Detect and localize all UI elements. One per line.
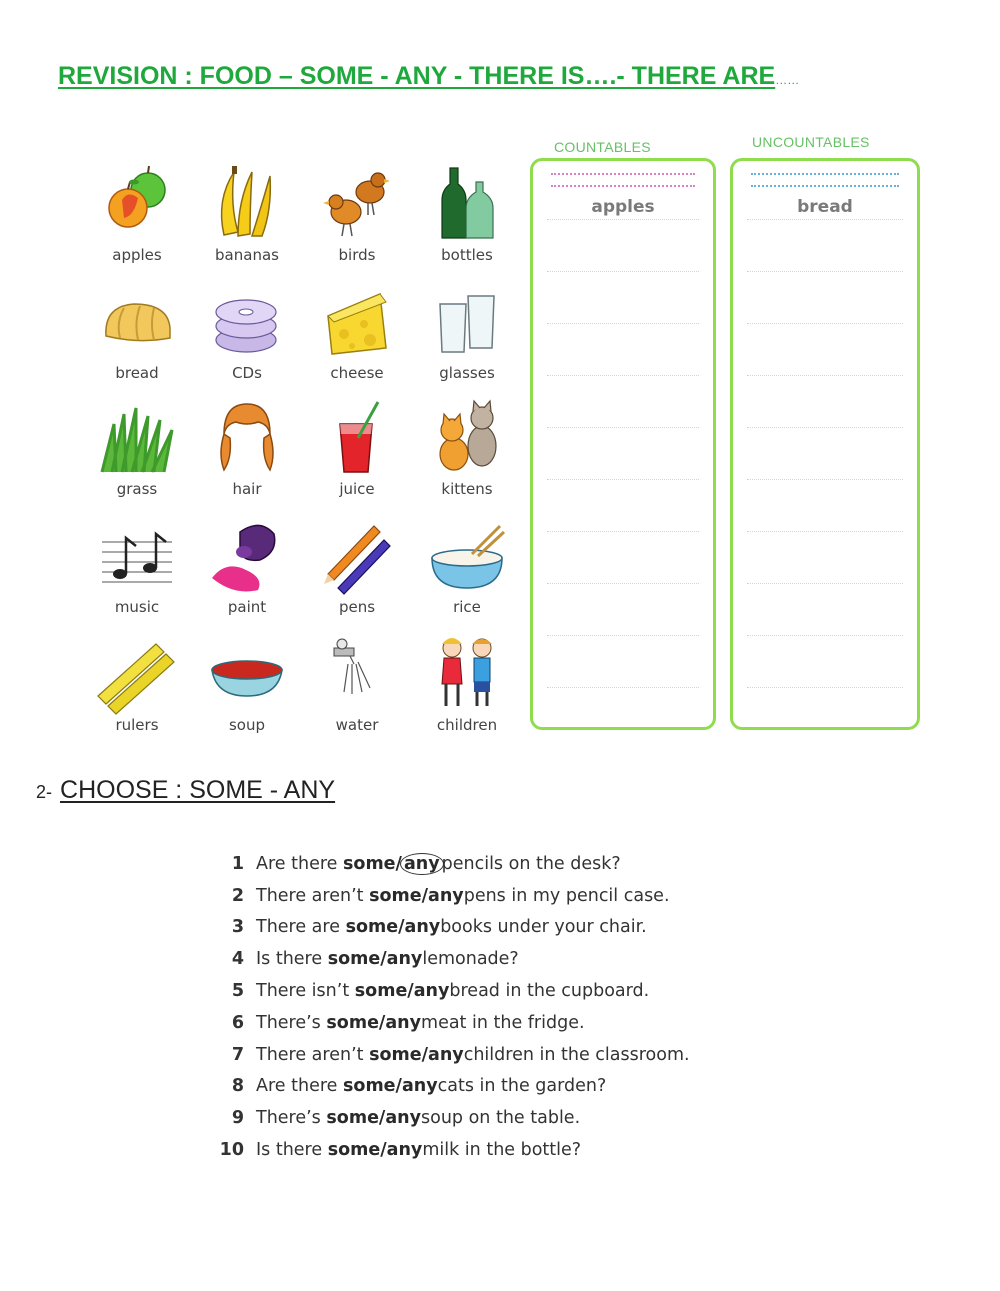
item-label: rice	[453, 598, 481, 616]
writing-line	[747, 687, 903, 688]
writing-line	[747, 635, 903, 636]
writing-line	[547, 375, 699, 376]
choice-any[interactable]: any	[386, 1140, 423, 1161]
item-label: rulers	[115, 716, 159, 734]
bananas-icon	[204, 160, 290, 246]
birds-icon	[314, 160, 400, 246]
exercise-number: 6	[231, 1012, 244, 1033]
exercise-number: 4	[231, 949, 244, 970]
exercise-text-after: pens in my pencil case.	[463, 885, 670, 906]
choice-some[interactable]: some/	[327, 1140, 387, 1161]
item-apples	[82, 160, 192, 276]
section-number: 2-	[36, 782, 53, 802]
writing-line	[547, 531, 699, 532]
kittens-icon	[424, 394, 510, 480]
writing-line	[747, 323, 903, 324]
writing-line	[547, 583, 699, 584]
item-label: soup	[228, 716, 266, 734]
exercise-text-after: milk in the bottle?	[422, 1140, 582, 1161]
countables-example: apples	[591, 197, 655, 217]
exercise-number: 5	[231, 981, 244, 1002]
cds-icon	[204, 278, 290, 364]
exercise-text-before: There aren’t	[256, 885, 364, 906]
choice-any[interactable]: any	[386, 949, 423, 970]
item-glasses	[412, 278, 522, 394]
exercise-item	[210, 1071, 910, 1103]
item-bananas	[192, 160, 302, 276]
writing-line	[547, 479, 699, 480]
writing-line	[547, 271, 699, 272]
item-label: bottles	[441, 246, 493, 264]
children-icon	[424, 630, 510, 716]
section-2-heading	[36, 776, 335, 805]
item-grass	[82, 394, 192, 510]
exercise-text-before: There aren’t	[256, 1044, 364, 1065]
soup-icon	[204, 630, 290, 716]
apples-icon	[94, 160, 180, 246]
exercise-item	[210, 1102, 910, 1134]
choice-some[interactable]: some/	[369, 1044, 429, 1065]
bread-icon	[94, 278, 180, 364]
worksheet-title	[58, 62, 799, 91]
rice-icon	[424, 512, 510, 598]
item-juice	[302, 394, 412, 510]
item-birds	[302, 160, 412, 276]
choice-any[interactable]: any	[428, 885, 464, 906]
countables-header: COUNTABLES	[554, 139, 651, 155]
item-label: apples	[112, 246, 162, 264]
exercise-number: 3	[231, 917, 244, 938]
item-bottles	[412, 160, 522, 276]
item-paint	[192, 512, 302, 628]
writing-line	[547, 323, 699, 324]
uncountables-example: bread	[797, 197, 853, 217]
item-label: bread	[115, 364, 159, 382]
item-label: glasses	[439, 364, 495, 382]
exercise-number: 9	[231, 1108, 244, 1129]
item-label: water	[335, 716, 379, 734]
uncountables-header: UNCOUNTABLES	[752, 134, 870, 150]
item-kittens	[412, 394, 522, 510]
writing-line	[747, 427, 903, 428]
choice-some[interactable]: some/	[326, 1012, 386, 1033]
choice-any[interactable]: any	[413, 981, 450, 1002]
writing-guide	[751, 173, 899, 187]
exercise-text-before: Is there	[256, 949, 323, 970]
choice-any[interactable]: any	[401, 1076, 438, 1097]
cheese-icon	[314, 278, 400, 364]
choice-any-circled[interactable]: any	[400, 853, 444, 875]
writing-line	[747, 271, 903, 272]
hair-icon	[204, 394, 290, 480]
item-label: bananas	[215, 246, 279, 264]
writing-line	[547, 687, 699, 688]
item-label: grass	[116, 480, 158, 498]
uncountables-column[interactable]	[730, 158, 920, 730]
writing-line	[547, 635, 699, 636]
item-rulers	[82, 630, 192, 746]
choice-some[interactable]: some/	[345, 917, 405, 938]
item-cheese	[302, 278, 412, 394]
exercise-text-after: soup on the table.	[421, 1108, 581, 1129]
exercise-item	[210, 880, 910, 912]
item-label: cheese	[330, 364, 384, 382]
choice-some[interactable]: some/	[327, 949, 387, 970]
exercise-text-before: Are there	[256, 853, 338, 874]
choice-any[interactable]: any	[385, 1108, 422, 1129]
section-title: CHOOSE : SOME - ANY	[60, 776, 336, 804]
writing-guide	[551, 173, 695, 187]
choice-any[interactable]: any	[428, 1044, 464, 1065]
writing-line	[747, 583, 903, 584]
exercise-list	[210, 848, 910, 1166]
vocabulary-picture-grid	[82, 160, 522, 740]
item-label: children	[436, 716, 498, 734]
exercise-text-before: There’s	[256, 1012, 321, 1033]
exercise-number: 8	[231, 1076, 244, 1097]
exercise-text-before: There’s	[256, 1108, 321, 1129]
choice-some[interactable]: some/	[369, 885, 429, 906]
item-rice	[412, 512, 522, 628]
exercise-item	[210, 1007, 910, 1039]
writing-line	[747, 479, 903, 480]
glasses-icon	[424, 278, 510, 364]
item-label: music	[114, 598, 160, 616]
title-text: REVISION : FOOD – SOME - ANY - THERE IS….- THERE ARE	[58, 62, 776, 90]
exercise-item	[210, 1039, 910, 1071]
item-water	[302, 630, 412, 746]
item-label: pens	[338, 598, 376, 616]
juice-icon	[314, 394, 400, 480]
choice-some[interactable]: some/	[326, 1108, 386, 1129]
exercise-text-before: Are there	[256, 1076, 338, 1097]
exercise-item	[210, 1134, 910, 1166]
exercise-text-before: There are	[256, 917, 340, 938]
writing-line	[547, 219, 699, 220]
exercise-item	[210, 943, 910, 975]
item-label: juice	[339, 480, 375, 498]
choice-some[interactable]: some/	[343, 853, 402, 874]
exercise-text-after: pencils on the desk?	[441, 853, 621, 874]
grass-icon	[94, 394, 180, 480]
paint-icon	[204, 512, 290, 598]
item-cds	[192, 278, 302, 394]
exercise-text-after: books under your chair.	[440, 917, 647, 938]
item-bread	[82, 278, 192, 394]
exercise-text-after: cats in the garden?	[437, 1076, 607, 1097]
rulers-icon	[94, 630, 180, 716]
title-dots: ……	[775, 73, 800, 87]
item-label: birds	[338, 246, 376, 264]
writing-line	[747, 375, 903, 376]
exercise-text-before: There isn’t	[256, 981, 350, 1002]
exercise-text-after: meat in the fridge.	[421, 1012, 585, 1033]
item-hair	[192, 394, 302, 510]
bottles-icon	[424, 160, 510, 246]
exercise-number: 1	[231, 853, 244, 874]
exercise-number: 7	[231, 1044, 244, 1065]
item-label: kittens	[441, 480, 493, 498]
choice-some[interactable]: some/	[343, 1076, 402, 1097]
choice-any[interactable]: any	[404, 917, 441, 938]
exercise-text-after: bread in the cupboard.	[449, 981, 650, 1002]
choice-any[interactable]: any	[385, 1012, 422, 1033]
exercise-text-after: children in the classroom.	[463, 1044, 690, 1065]
writing-line	[747, 531, 903, 532]
item-children	[412, 630, 522, 746]
choice-some[interactable]: some/	[354, 981, 414, 1002]
exercise-item	[210, 912, 910, 944]
item-pens	[302, 512, 412, 628]
item-music	[82, 512, 192, 628]
exercise-item	[210, 848, 910, 880]
music-icon	[94, 512, 180, 598]
water-icon	[314, 630, 400, 716]
writing-line	[547, 427, 699, 428]
exercise-text-before: Is there	[256, 1140, 323, 1161]
pens-icon	[314, 512, 400, 598]
writing-line	[747, 219, 903, 220]
exercise-number: 2	[231, 885, 244, 906]
exercise-text-after: lemonade?	[422, 949, 519, 970]
countables-column[interactable]	[530, 158, 716, 730]
item-soup	[192, 630, 302, 746]
exercise-number: 10	[219, 1140, 244, 1161]
item-label: hair	[232, 480, 262, 498]
item-label: paint	[227, 598, 267, 616]
exercise-item	[210, 975, 910, 1007]
item-label: CDs	[232, 364, 262, 382]
